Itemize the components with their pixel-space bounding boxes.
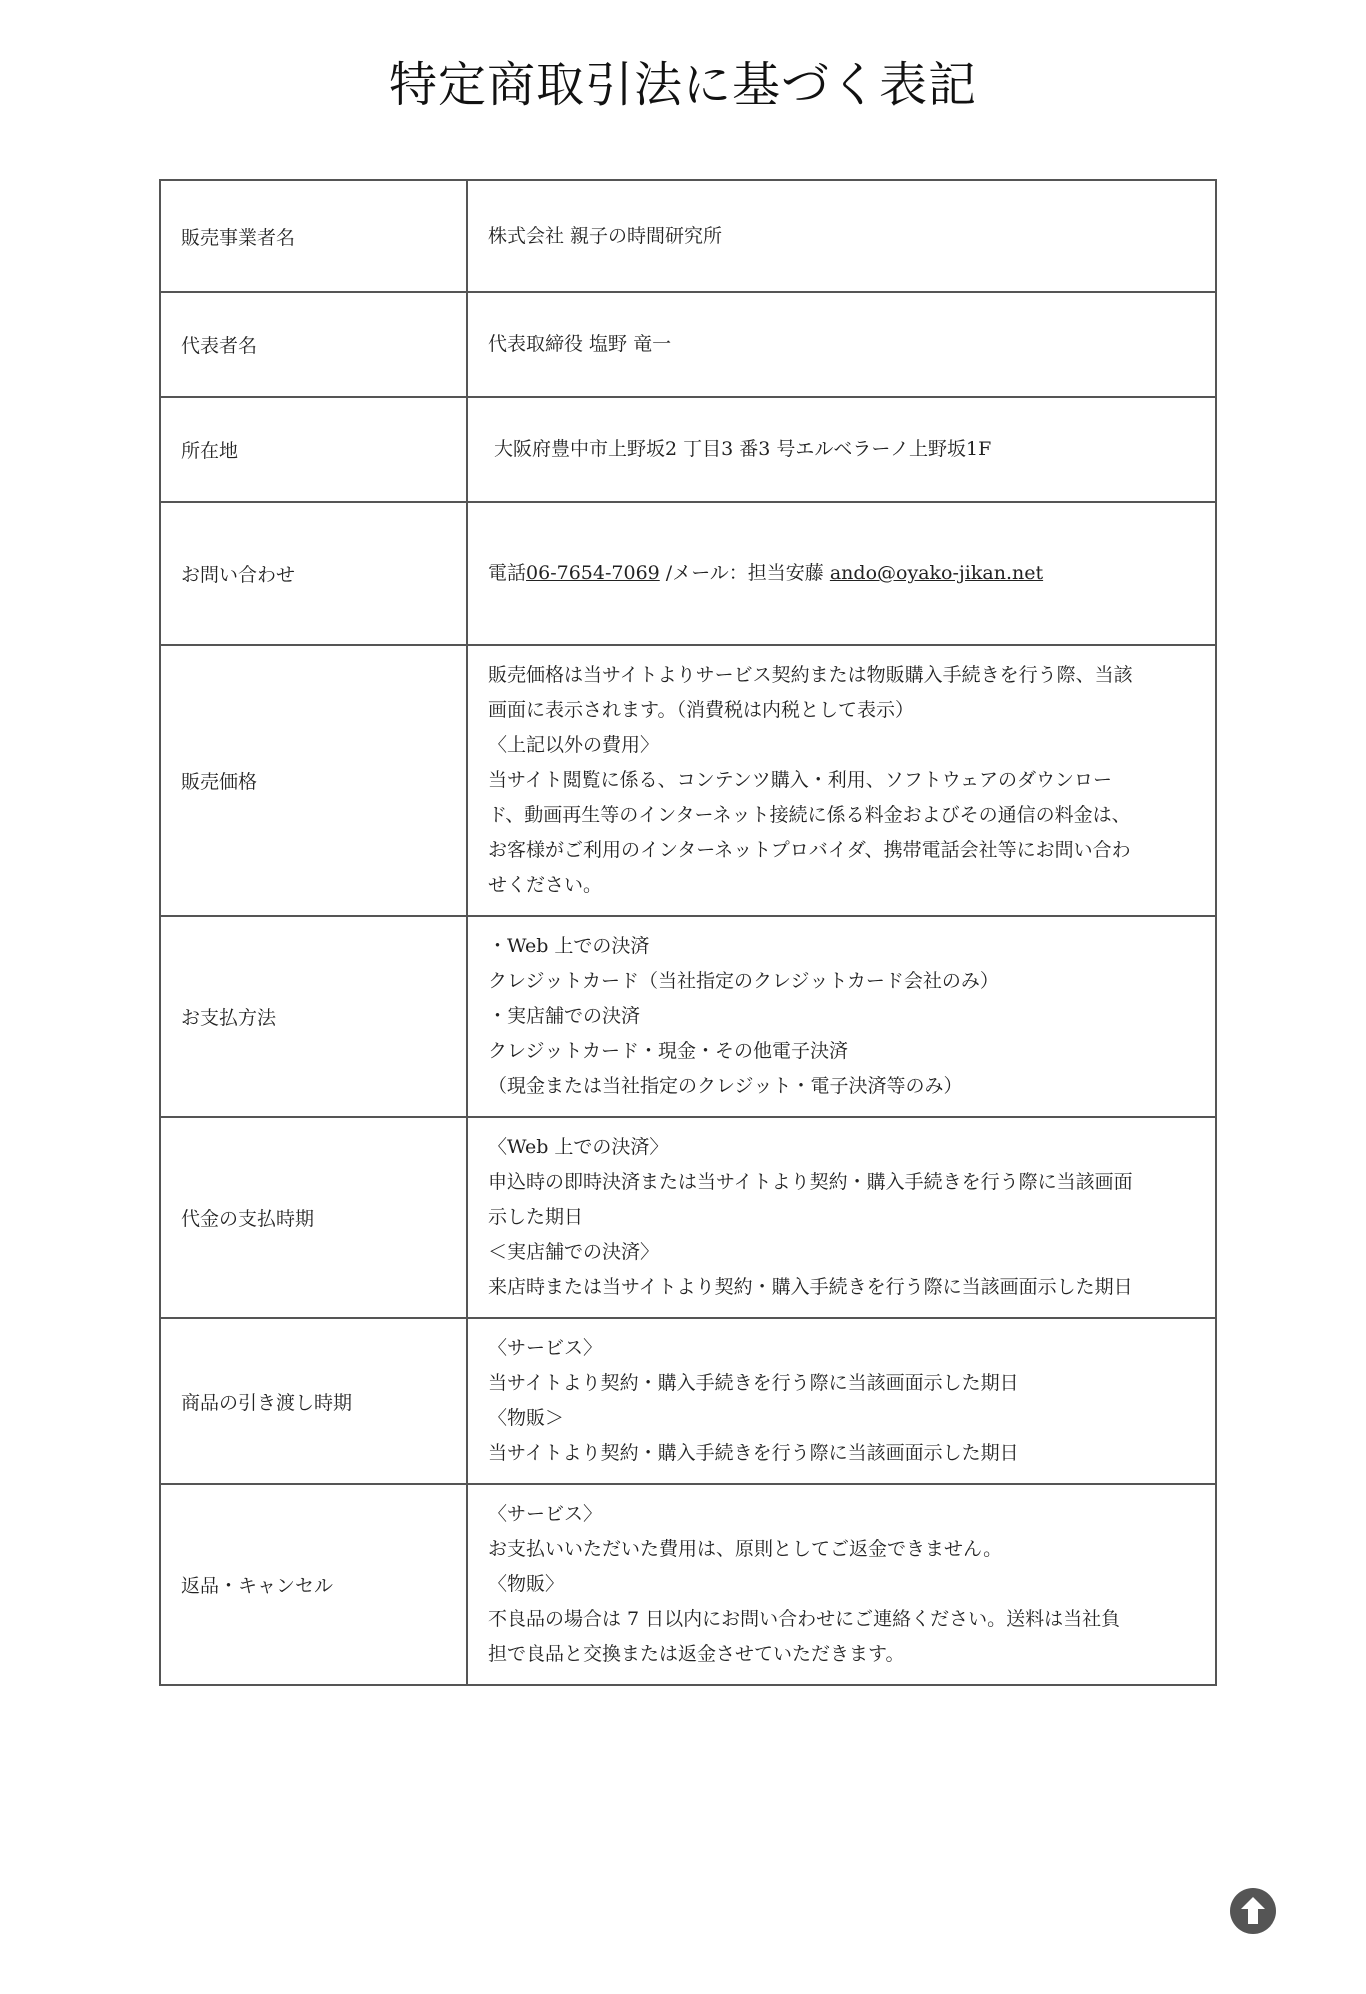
delivery-line: 当サイトより契約・購入手続きを行う際に当該画面示した期日 (488, 1372, 1019, 1394)
payment-line: クレジットカード・現金・その他電子決済 (488, 1040, 848, 1062)
price-line: 販売価格は当サイトよりサービス契約または物販購入手続きを行う際、当該 (488, 664, 1133, 686)
payment-timing-line: 申込時の即時決済または当サイトより契約・購入手続きを行う際に当該画面 (488, 1171, 1133, 1193)
representative-label: 代表者名 (160, 292, 467, 397)
payment-timing-value (467, 1117, 1216, 1318)
phone-prefix: 電話 (488, 562, 527, 584)
address-cell (467, 397, 1216, 502)
mail-prefix: /メール：担当安藤 (659, 562, 830, 584)
payment-timing-line: 来店時または当サイトより契約・購入手続きを行う際に当該画面示した期日 (488, 1276, 1133, 1298)
price-value (467, 645, 1216, 916)
payment-label: お支払方法 (160, 916, 467, 1117)
table-row-returns (160, 1484, 1216, 1685)
price-line: ド、動画再生等のインターネット接続に係る料金およびその通信の料金は、 (488, 804, 1131, 826)
address-value: 大阪府豊中市上野坂2 丁目3 番3 号エルベラーノ上野坂1F (494, 438, 992, 460)
page-title: 特定商取引法に基づく表記 (388, 57, 977, 113)
table-row-address (160, 397, 1216, 502)
scroll-to-top-button[interactable] (1230, 1888, 1276, 1934)
seller-value: 株式会社 親子の時間研究所 (467, 180, 1216, 292)
address-label: 所在地 (160, 397, 467, 502)
table-row-payment-timing (160, 1117, 1216, 1318)
seller-label: 販売事業者名 (160, 180, 467, 292)
returns-label: 返品・キャンセル (160, 1484, 467, 1685)
price-line: 〈上記以外の費用〉 (488, 734, 660, 756)
payment-line: ・実店舗での決済 (488, 1005, 641, 1027)
returns-line: お支払いいただいた費用は、原則としてご返金できません。 (488, 1538, 1003, 1560)
delivery-label: 商品の引き渡し時期 (160, 1318, 467, 1484)
payment-line: ・Web 上での決済 (488, 935, 650, 957)
price-line: 画面に表示されます。（消費税は内税として表示） (488, 699, 914, 721)
payment-timing-line: 示した期日 (488, 1206, 584, 1228)
delivery-line: 〈サービス〉 (488, 1337, 603, 1359)
arrow-up-circle-icon (1230, 1888, 1276, 1934)
table-row-price (160, 645, 1216, 916)
delivery-line: 〈物販＞ (488, 1407, 565, 1429)
payment-line: クレジットカード（当社指定のクレジットカード会社のみ） (488, 970, 999, 992)
payment-timing-line: ＜実店舗での決済〉 (488, 1241, 660, 1263)
table-row-representative (160, 292, 1216, 397)
price-line: 当サイト閲覧に係る、コンテンツ購入・利用、ソフトウェアのダウンロー (488, 769, 1112, 791)
price-label: 販売価格 (160, 645, 467, 916)
contact-cell (467, 502, 1216, 645)
payment-line: （現金または当社指定のクレジット・電子決済等のみ） (488, 1075, 963, 1097)
contact-label: お問い合わせ (160, 502, 467, 645)
returns-line: 〈サービス〉 (488, 1503, 603, 1525)
payment-value (467, 916, 1216, 1117)
returns-line: 〈物販〉 (488, 1573, 565, 1595)
payment-timing-line: 〈Web 上での決済〉 (488, 1136, 669, 1158)
legal-info-table (159, 179, 1217, 1686)
price-line: せください。 (488, 874, 603, 896)
table-row-seller (160, 180, 1216, 292)
representative-value: 代表取締役 塩野 竜一 (467, 292, 1216, 397)
returns-value (467, 1484, 1216, 1685)
table-row-payment (160, 916, 1216, 1117)
email-link[interactable]: ando@oyako-jikan.net (829, 562, 1044, 584)
phone-link[interactable]: 06-7654-7069 (526, 562, 660, 584)
price-line: お客様がご利用のインターネットプロバイダ、携帯電話会社等にお問い合わ (488, 839, 1131, 861)
table-row-delivery (160, 1318, 1216, 1484)
payment-timing-label: 代金の支払時期 (160, 1117, 467, 1318)
delivery-line: 当サイトより契約・購入手続きを行う際に当該画面示した期日 (488, 1442, 1019, 1464)
delivery-value (467, 1318, 1216, 1484)
returns-line: 担で良品と交換または返金させていただきます。 (488, 1643, 905, 1665)
returns-line: 不良品の場合は 7 日以内にお問い合わせにご連絡ください。送料は当社負 (488, 1608, 1121, 1630)
table-row-contact (160, 502, 1216, 645)
